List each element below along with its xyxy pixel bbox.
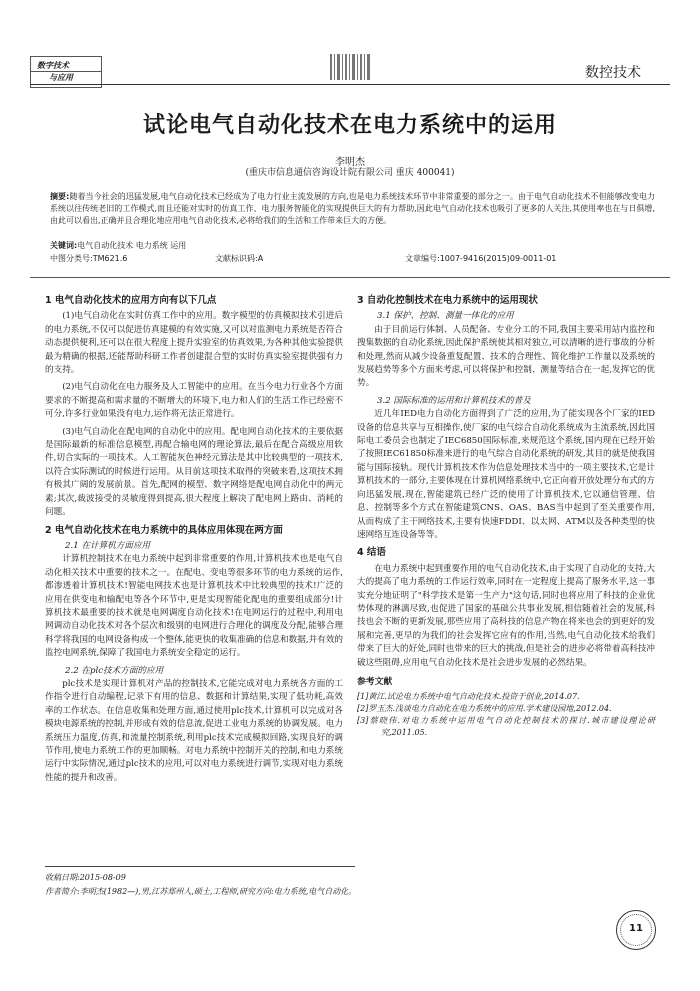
article-number: 文章编号:1007-9416(2015)09-0011-01 bbox=[405, 254, 557, 263]
paragraph: (2)电气自动化在电力服务及人工智能中的应用。在当今电力行业各个方面要求的不断提高和需求量的不断增大的环境下,电力和人们的生活工作已经密不可分,许多行业如果没有电力,运作将无法正常进行。 bbox=[45, 382, 343, 420]
footnote-rule bbox=[45, 866, 355, 867]
paragraph: 计算机控制技术在电力系统中起到非常重要的作用,计算机技术也是电气自动化相关技术中重要的技术之一。在配电、变电等很多环节的电力系统的运作,都渗透着计算机技术!智能电网技术也是计算机技术中比较典型的技术!广泛的应用在供变电和输配电等各个环节中,更是实现智能化配电的重要组成部分!计算机技术最重要的技术就是电网调度自动化技术!在电网运行的过程中,利用电网调动自动化技术对各个层次和级别的电网进行合理化的调度及分配,能够合理科学将我国的电网设备构成一个整体,能更快的收集准确的信息和数据,并有效的监控电网系统,保障了我国电力系统安全稳定的运行。 bbox=[45, 554, 343, 659]
references-heading: 参考文献 bbox=[357, 676, 393, 687]
paragraph: (1)电气自动化在实时仿真工作中的应用。数字模型的仿真模拟技术引进后的电力系统,不仅可以促进仿真建模的有效实施,又可以对监测电力系统是否符合动态提供便利,还可以在很大程度上提升实验室的仿真效果,为各种其他实验提供最为精确的根据,还能帮助科研工作者创建混合型的实时仿真实验室提供强有力的支持。 bbox=[45, 311, 343, 376]
paragraph: plc技术是实现计算机对产品的控制技术,它能完成对电力系统各方面的工作指令进行自动编程,记录下有用的信息、数据和计算结果,实现了低功耗,高效率的工作状态。在信息收集和处理方面,通过使用plc技术,计算机可以完成对各模块电源系统的控制,并形成有效的信息流,促进工业电力系统的协调发展。电力系统压力温度,仿真,和流量控制系统,利用plc技术完成模拟回路,实现良好的调节作用,使电力系统工作的更加顺畅。对电力系统中控制开关的控制,和电力系统运行中实际情况,通过plc技术的应用,可以对电力系统进行调节,实现对电力系统性能的提升和改善。 bbox=[45, 678, 343, 783]
abstract-separator bbox=[30, 277, 670, 278]
section-label: 数控技术 bbox=[585, 65, 641, 81]
logo-line2: 与应用 bbox=[49, 73, 73, 82]
section-heading-3: 3 自动化控制技术在电力系统中的运用现状 bbox=[357, 295, 538, 306]
author-affiliation: (重庆市信息通信咨询设计院有限公司 重庆 400041) bbox=[245, 168, 455, 178]
reference-item: [1]黄江.试论电力系统中电气自动化技术.投资于创业,2014.07. bbox=[357, 692, 580, 702]
paragraph: 由于目前运行体制、人员配备、专业分工的不同,我国主要采用站内监控和搜集数据的自动化系统,因此保护系统使其相对独立,可以清晰的进行事故的分析和处理,然而从减少设备重复配置、技术的合理性、简化维护工作量以及系统的发展趋势等多个方面来考虑,可以将保护和控制、测量等结合在一起,发挥它的优势。 bbox=[357, 324, 655, 389]
page-number-badge bbox=[616, 910, 656, 950]
logo-line1: 数字技术 bbox=[37, 61, 69, 70]
abstract-text: 随着当今社会的迅猛发展,电气自动化技术已经成为了电力行业主流发展的方向,也是电力系统技术环节中非常重要的部分之一。由于电气自动化技术不但能够改变电力系统以往传统老旧的工作模式,而且还能对实时的仿真工作、电力服务智能化的实现提供巨大的有力帮助,因此电气自动化技术也吸引了更多的人关注,其使用率也在与日俱增,由此可以看出,正确并且合理化地应用电气自动化技术,必将给我们的生活和工作带来巨大的方便。 bbox=[50, 192, 655, 225]
reference-item: [2]罗玉杰.浅谈电力自动化在电力系统中的应用.学术建设园地,2012.04. bbox=[357, 704, 612, 714]
author-name: 李明杰 bbox=[335, 157, 365, 168]
header-rule bbox=[30, 84, 670, 85]
subsection-heading-3-1: 3.1 保护、控制、测量一体化的应用 bbox=[377, 311, 514, 322]
section-heading-1: 1 电气自动化技术的应用方向有以下几点 bbox=[45, 295, 217, 306]
subsection-heading-3-2: 3.2 国际标准的运用和计算机技术的普及 bbox=[377, 395, 531, 406]
keywords-text: 电气自动化技术 电力系统 运用 bbox=[77, 241, 187, 250]
abstract bbox=[50, 191, 655, 227]
subsection-heading-2-2: 2.2 在plc技术方面的应用 bbox=[65, 665, 164, 676]
left-column bbox=[45, 294, 343, 789]
keywords bbox=[50, 240, 655, 252]
abstract-label: 摘要: bbox=[50, 192, 70, 201]
clc-number: 中图分类号:TM621.6 bbox=[50, 254, 128, 263]
author-bio: 作者简介:李明杰(1982—),男,江苏郑州人,硕士,工程师,研究方向:电力系统,电气自动化。 bbox=[45, 887, 357, 896]
paragraph: (3)电气自动化在配电网的自动化中的应用。配电网自动化技术的主要依据是国际最新的标准信息模型,再配合输电网的理论算法,最后在配合高级应用软件,切合实际的一项技术。人工智能灰色神经元算法是其中比较典型的一项技术,以符合实际测试的时候进行运用。从目前这项技术取得的突破来看,这项技术拥有极其广阔的发展前景。首先,配网的模型、数字网络是配电网自动化中的两元素;其次,裁波接受的灵敏度得到提高,很大程度上解决了配电网上路由、消耗的问题。 bbox=[45, 426, 343, 518]
reference-item: [3]蔡晓伟.对电力系统中运用电气自动化控制技术的探讨.城市建设理论研究,2011.05. bbox=[357, 716, 655, 738]
article-title: 试论电气自动化技术在电力系统中的运用 bbox=[142, 112, 557, 138]
received-date: 收稿日期:2015-08-09 bbox=[45, 873, 126, 882]
right-column bbox=[357, 294, 655, 739]
paragraph: 近几年IED电力自动化方面得到了广泛的应用,为了能实现各个厂家的IED设备的信息共享与互相操作,使厂家的电气综合自动化系统成为主流系统,因此国际电工委员会也制定了IEC6850国际标准,来规范这个系统,国内现在已经开始了按照IEC61850标准来进行的电气综合自动化系统的研发,其目的就是使我国能与国际接轨。现代计算机技术作为信息处理技术当中的一项主要技术,它是计算机技术的一部分,主要体现在计算机网络系统中,它正向着开放处理分布式的方向迅猛发展,现在,智能建筑已经广泛的使用了计算机技术,它以通信管理、信息、控制等多个方式在智能建筑CNS、OAS、BAS当中起到了至关重要作用,从而构成了主干网络技术,主要有快速FDDI、以太网、ATM以及各种类型的快速网络互连设备等等。 bbox=[357, 409, 655, 540]
section-heading-2: 2 电气自动化技术在电力系统中的具体应用体现在两方面 bbox=[45, 524, 283, 536]
document-code: 文献标识码:A bbox=[215, 254, 264, 263]
paragraph: 在电力系统中起到重要作用的电气自动化技术,由于实现了自动化的支持,大大的提高了电力系统的工作运行效率,同时在一定程度上提高了服务水平,这一事实充分地证明了"科学技术是第一生产力"这句话,同时也将应用了科技的企业优势体现的淋漓尽致,也促进了国家的基础公共事业发展,相信随着社会的发展,科技也会不断的更新发展,那些应用了高科技的信息产物在将来也会的到更好的发展和完善,更早的为我们的社会发挥它应有的作用,当然,电气自动化技术给我们带来了巨大的好处,同时也带来的巨大的挑战,但是社会的进步必将带着高科技冲破这些阻碍,应用电气自动化技术是社会进步发展的必然结果。 bbox=[357, 563, 655, 668]
subsection-heading-2-1: 2.1 在计算机方面应用 bbox=[65, 540, 151, 551]
barcode-graphic bbox=[330, 54, 372, 80]
page-number: 11 bbox=[629, 923, 643, 934]
section-heading-4: 4 结语 bbox=[357, 547, 386, 559]
keywords-label: 关键词: bbox=[50, 241, 78, 250]
